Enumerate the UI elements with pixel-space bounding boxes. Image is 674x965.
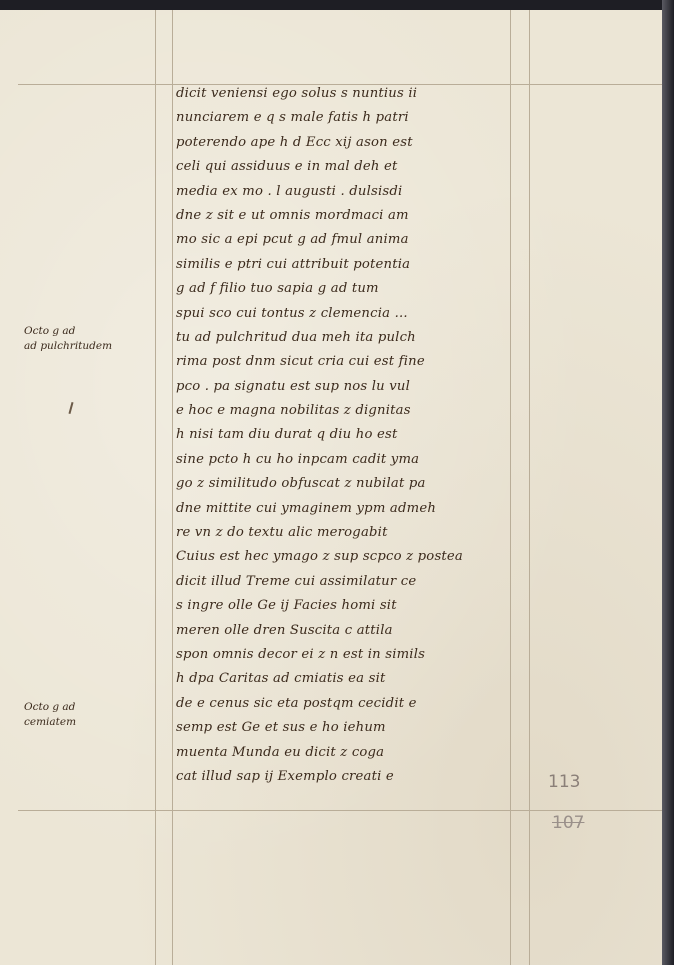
folio-number: 113 <box>548 772 581 792</box>
margin-gloss <box>24 700 76 730</box>
text-line: muenta Munda eu dicit z coga <box>176 744 385 760</box>
text-line: dicit illud Treme cui assimilatur ce <box>176 573 417 589</box>
text-line: poterendo ape h d Ecc xij ason est <box>176 134 413 150</box>
text-line: de e cenus sic eta postqm cecidit e <box>176 695 417 711</box>
text-line: go z similitudo obfuscat z nubilat pa <box>176 476 426 492</box>
text-line: celi qui assiduus e in mal deh et <box>176 159 398 175</box>
text-line: mo sic a epi pcut g ad fmul anima <box>176 232 409 248</box>
text-line: h nisi tam diu durat q diu ho est <box>176 427 398 443</box>
main-text-column <box>176 82 516 789</box>
gloss-line: Octo g ad <box>24 701 76 713</box>
text-line: spon omnis decor ei z n est in simils <box>176 646 426 662</box>
text-line: rima post dnm sicut cria cui est fine <box>176 354 425 370</box>
text-line: spui sco cui tontus z clemencia ... <box>176 305 408 321</box>
text-line: tu ad pulchritud dua meh ita pulch <box>176 329 416 345</box>
text-line: re vn z do textu alic merogabit <box>176 525 388 541</box>
text-line: pco . pa signatu est sup nos lu vul <box>176 378 411 394</box>
text-line: sine pcto h cu ho inpcam cadit yma <box>176 451 420 467</box>
folio-number-struck: 107 <box>552 813 585 833</box>
text-line: Cuius est hec ymago z sup scpco z postea <box>176 549 463 565</box>
text-line: nunciarem e q s male fatis h patri <box>176 110 409 126</box>
text-line: s ingre olle Ge ij Facies homi sit <box>176 598 397 614</box>
ruling-line-vertical <box>155 10 156 965</box>
text-line: g ad f filio tuo sapia g ad tum <box>176 281 379 297</box>
text-line: dne z sit e ut omnis mordmaci am <box>176 207 409 223</box>
text-line: e hoc e magna nobilitas z dignitas <box>176 403 411 419</box>
ruling-line-vertical <box>529 10 530 965</box>
gloss-line: Octo g ad <box>24 325 76 337</box>
margin-gloss <box>24 324 112 354</box>
text-line: dne mittite cui ymaginem ypm admeh <box>176 500 437 516</box>
text-line: cat illud sap ij Exemplo creati e <box>176 768 394 784</box>
scan-top-edge <box>0 0 674 10</box>
text-line: dicit veniensi ego solus s nuntius ii <box>176 86 418 101</box>
book-binding-edge <box>662 0 674 965</box>
gloss-pen-stroke <box>68 402 73 414</box>
text-line: meren olle dren Suscita c attila <box>176 622 393 638</box>
text-line: media ex mo . l augusti . dulsisdi <box>176 183 403 199</box>
ruling-line-horizontal <box>18 810 664 811</box>
ruling-line-vertical <box>172 10 173 965</box>
gloss-line: ad pulchritudem <box>24 340 113 352</box>
text-line: similis e ptri cui attribuit potentia <box>176 256 411 272</box>
text-line: h dpa Caritas ad cmiatis ea sit <box>176 671 386 687</box>
text-line: semp est Ge et sus e ho iehum <box>176 720 386 736</box>
gloss-line: cemiatem <box>24 716 77 728</box>
